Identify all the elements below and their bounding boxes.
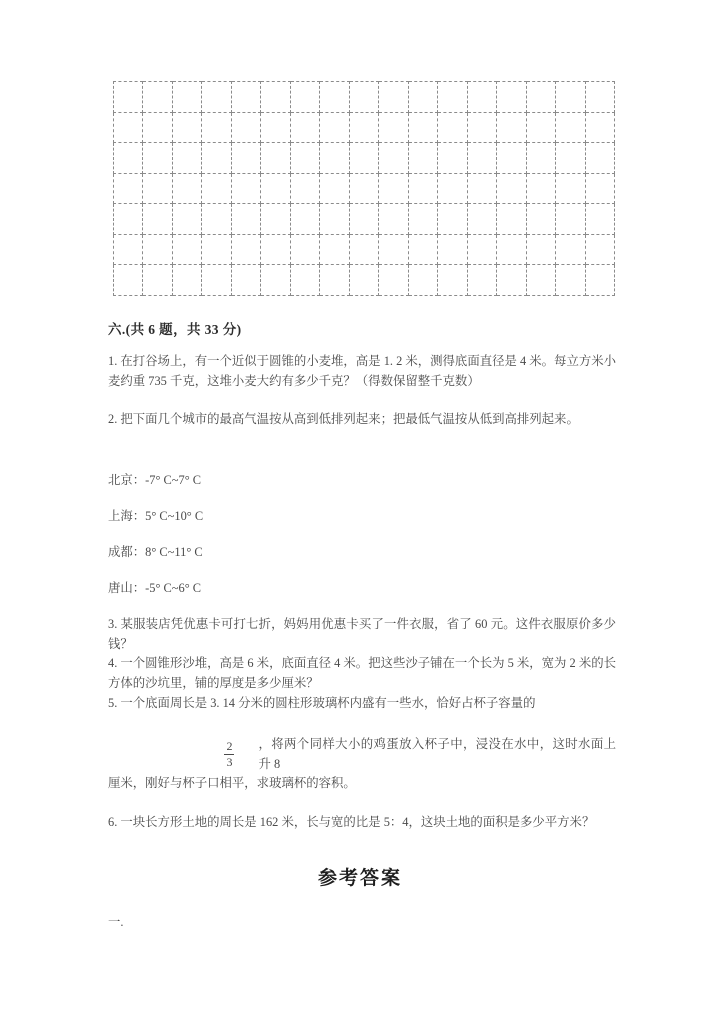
writing-grid-cell[interactable]: [379, 112, 408, 143]
writing-grid-cell[interactable]: [585, 234, 615, 265]
writing-grid-cell[interactable]: [349, 82, 378, 113]
writing-grid-cell[interactable]: [231, 234, 260, 265]
writing-grid-cell[interactable]: [320, 112, 349, 143]
writing-grid-cell[interactable]: [497, 265, 526, 296]
writing-grid-cell[interactable]: [172, 265, 201, 296]
fraction-denominator: 3: [226, 755, 233, 769]
writing-grid-cell[interactable]: [261, 204, 290, 235]
writing-grid-cell[interactable]: [231, 112, 260, 143]
writing-grid-cell[interactable]: [172, 234, 201, 265]
writing-grid-cell[interactable]: [143, 234, 172, 265]
writing-grid-cell[interactable]: [379, 265, 408, 296]
writing-grid-cell[interactable]: [526, 143, 555, 174]
writing-grid-cell[interactable]: [290, 265, 319, 296]
writing-grid-cell[interactable]: [408, 234, 437, 265]
writing-grid-cell[interactable]: [556, 143, 585, 174]
writing-grid-cell[interactable]: [172, 143, 201, 174]
writing-grid-cell[interactable]: [320, 265, 349, 296]
writing-grid: [113, 81, 615, 296]
temperature-chengdu: 成都：8° C~11° C: [108, 545, 203, 559]
writing-grid-cell[interactable]: [320, 143, 349, 174]
writing-grid-cell[interactable]: [408, 82, 437, 113]
writing-grid-cell[interactable]: [114, 204, 143, 235]
writing-grid-cell[interactable]: [585, 173, 615, 204]
writing-grid-row: [114, 265, 615, 296]
writing-grid-cell[interactable]: [556, 82, 585, 113]
writing-grid-cell[interactable]: [143, 265, 172, 296]
writing-grid-cell[interactable]: [172, 82, 201, 113]
writing-grid-cell[interactable]: [526, 112, 555, 143]
question-5-part-b: ，将两个同样大小的鸡蛋放入杯子中，浸没在水中，这时水面上升 8: [258, 737, 616, 771]
writing-grid-cell[interactable]: [114, 112, 143, 143]
writing-grid-cell[interactable]: [438, 82, 467, 113]
writing-grid-cell[interactable]: [349, 173, 378, 204]
writing-grid-cell[interactable]: [408, 265, 437, 296]
writing-grid-cell[interactable]: [172, 173, 201, 204]
writing-grid-cell[interactable]: [497, 112, 526, 143]
question-4: 4. 一个圆锥形沙堆，高是 6 米，底面直径 4 米。把这些沙子铺在一个长为 5 米，宽为 2 米的长方体的沙坑里，铺的厚度是多少厘米？: [108, 656, 617, 690]
writing-grid-cell[interactable]: [202, 143, 231, 174]
writing-grid-cell[interactable]: [261, 173, 290, 204]
writing-grid-cell[interactable]: [172, 204, 201, 235]
writing-grid-cell[interactable]: [526, 265, 555, 296]
writing-grid-cell[interactable]: [585, 204, 615, 235]
writing-grid-cell[interactable]: [231, 265, 260, 296]
writing-grid-cell[interactable]: [379, 143, 408, 174]
writing-grid-cell[interactable]: [526, 173, 555, 204]
writing-grid-cell[interactable]: [585, 112, 615, 143]
writing-grid-cell[interactable]: [261, 112, 290, 143]
writing-grid-cell[interactable]: [349, 143, 378, 174]
writing-grid-cell[interactable]: [202, 82, 231, 113]
writing-grid-cell[interactable]: [290, 112, 319, 143]
writing-grid-cell[interactable]: [585, 82, 615, 113]
writing-grid-cell[interactable]: [379, 204, 408, 235]
writing-grid-cell[interactable]: [349, 204, 378, 235]
question-1: 1. 在打谷场上，有一个近似于圆锥的小麦堆，高是 1. 2 米，测得底面直径是 4 米。每立方米小麦约重 735 千克，这堆小麦大约有多少千克？（得数保留整千克数）: [108, 354, 617, 388]
writing-grid-row: [114, 173, 615, 204]
writing-grid-cell[interactable]: [438, 112, 467, 143]
writing-grid-cell[interactable]: [143, 112, 172, 143]
writing-grid-cell[interactable]: [497, 82, 526, 113]
writing-grid-cell[interactable]: [261, 82, 290, 113]
section-heading: 六.(共 6 题，共 33 分): [108, 322, 242, 337]
writing-grid-cell[interactable]: [497, 204, 526, 235]
writing-grid-cell[interactable]: [172, 112, 201, 143]
writing-grid-cell[interactable]: [261, 143, 290, 174]
writing-grid-cell[interactable]: [379, 173, 408, 204]
writing-grid-cell[interactable]: [526, 82, 555, 113]
writing-grid-cell[interactable]: [202, 234, 231, 265]
temperature-shanghai: 上海：5° C~10° C: [108, 509, 204, 523]
writing-grid-cell[interactable]: [408, 173, 437, 204]
writing-grid-cell[interactable]: [467, 234, 496, 265]
writing-grid-cell[interactable]: [114, 234, 143, 265]
answers-heading: 参考答案: [317, 867, 402, 889]
writing-grid-cell[interactable]: [467, 173, 496, 204]
writing-grid-row: [114, 112, 615, 143]
writing-grid-cell[interactable]: [114, 143, 143, 174]
writing-grid-cell[interactable]: [438, 143, 467, 174]
writing-grid-cell[interactable]: [202, 265, 231, 296]
writing-grid-cell[interactable]: [408, 204, 437, 235]
writing-grid-cell[interactable]: [526, 234, 555, 265]
temperature-tangshan: 唐山：-5° C~6° C: [108, 581, 202, 595]
writing-grid-cell[interactable]: [556, 173, 585, 204]
writing-grid-cell[interactable]: [261, 234, 290, 265]
writing-grid-cell[interactable]: [143, 82, 172, 113]
question-6: 6. 一块长方形土地的周长是 162 米，长与宽的比是 5：4，这块土地的面积是多少平方米？: [108, 815, 595, 829]
writing-grid-cell[interactable]: [497, 143, 526, 174]
writing-grid-row: [114, 234, 615, 265]
writing-grid-cell[interactable]: [556, 234, 585, 265]
writing-grid-cell[interactable]: [556, 204, 585, 235]
writing-grid-cell[interactable]: [261, 265, 290, 296]
writing-grid-cell[interactable]: [114, 173, 143, 204]
temperature-beijing: 北京：-7° C~7° C: [108, 473, 202, 487]
question-5-fraction-line: [108, 735, 616, 774]
writing-grid-cell[interactable]: [556, 265, 585, 296]
writing-grid-cell[interactable]: [290, 82, 319, 113]
writing-grid-row: [114, 204, 615, 235]
writing-grid-cell[interactable]: [143, 204, 172, 235]
writing-grid-cell[interactable]: [231, 82, 260, 113]
writing-grid-cell[interactable]: [349, 234, 378, 265]
writing-grid-row: [114, 82, 615, 113]
writing-grid-cell[interactable]: [467, 112, 496, 143]
question-5-part-c: 厘米，刚好与杯子口相平，求玻璃杯的容积。: [108, 776, 356, 790]
writing-grid-cell[interactable]: [231, 143, 260, 174]
writing-grid-cell[interactable]: [143, 173, 172, 204]
writing-grid-cell[interactable]: [497, 234, 526, 265]
writing-grid-cell[interactable]: [438, 265, 467, 296]
writing-grid-cell[interactable]: [379, 82, 408, 113]
writing-grid-cell[interactable]: [143, 143, 172, 174]
writing-grid-cell[interactable]: [290, 143, 319, 174]
writing-grid-cell[interactable]: [438, 204, 467, 235]
writing-grid-cell[interactable]: [231, 204, 260, 235]
question-5-part-a: 5. 一个底面周长是 3. 14 分米的圆柱形玻璃杯内盛有一些水，恰好占杯子容量的: [108, 696, 536, 710]
fraction-two-thirds: [224, 740, 234, 769]
writing-grid-cell[interactable]: [526, 204, 555, 235]
writing-grid-cell[interactable]: [438, 173, 467, 204]
fraction-numerator: 2: [226, 739, 233, 753]
writing-grid-cell[interactable]: [320, 82, 349, 113]
writing-grid-cell[interactable]: [467, 265, 496, 296]
writing-grid-body: [114, 82, 615, 296]
writing-grid-cell[interactable]: [320, 173, 349, 204]
writing-grid-cell[interactable]: [349, 265, 378, 296]
writing-grid-cell[interactable]: [320, 234, 349, 265]
writing-grid-cell[interactable]: [349, 112, 378, 143]
writing-grid-cell[interactable]: [585, 143, 615, 174]
writing-grid-cell[interactable]: [202, 173, 231, 204]
writing-grid-cell[interactable]: [290, 204, 319, 235]
writing-grid-cell[interactable]: [408, 112, 437, 143]
writing-grid-cell[interactable]: [114, 82, 143, 113]
writing-grid-cell[interactable]: [231, 173, 260, 204]
question-2: 2. 把下面几个城市的最高气温按从高到低排列起来；把最低气温按从低到高排列起来。: [108, 412, 579, 426]
writing-grid-cell[interactable]: [438, 234, 467, 265]
writing-grid-cell[interactable]: [114, 265, 143, 296]
writing-grid-cell[interactable]: [290, 234, 319, 265]
writing-grid-table: [113, 81, 615, 296]
writing-grid-row: [114, 143, 615, 174]
writing-grid-cell[interactable]: [467, 204, 496, 235]
writing-grid-cell[interactable]: [202, 204, 231, 235]
writing-grid-cell[interactable]: [320, 204, 349, 235]
writing-grid-cell[interactable]: [202, 112, 231, 143]
writing-grid-cell[interactable]: [467, 143, 496, 174]
writing-grid-cell[interactable]: [290, 173, 319, 204]
writing-grid-cell[interactable]: [585, 265, 615, 296]
answer-marker-one: 一.: [108, 915, 124, 929]
writing-grid-cell[interactable]: [556, 112, 585, 143]
writing-grid-cell[interactable]: [467, 82, 496, 113]
writing-grid-cell[interactable]: [379, 234, 408, 265]
question-3: 3. 某服装店凭优惠卡可打七折，妈妈用优惠卡买了一件衣服，省了 60 元。这件衣服原价多少钱？: [108, 617, 616, 651]
writing-grid-cell[interactable]: [497, 173, 526, 204]
writing-grid-cell[interactable]: [408, 143, 437, 174]
